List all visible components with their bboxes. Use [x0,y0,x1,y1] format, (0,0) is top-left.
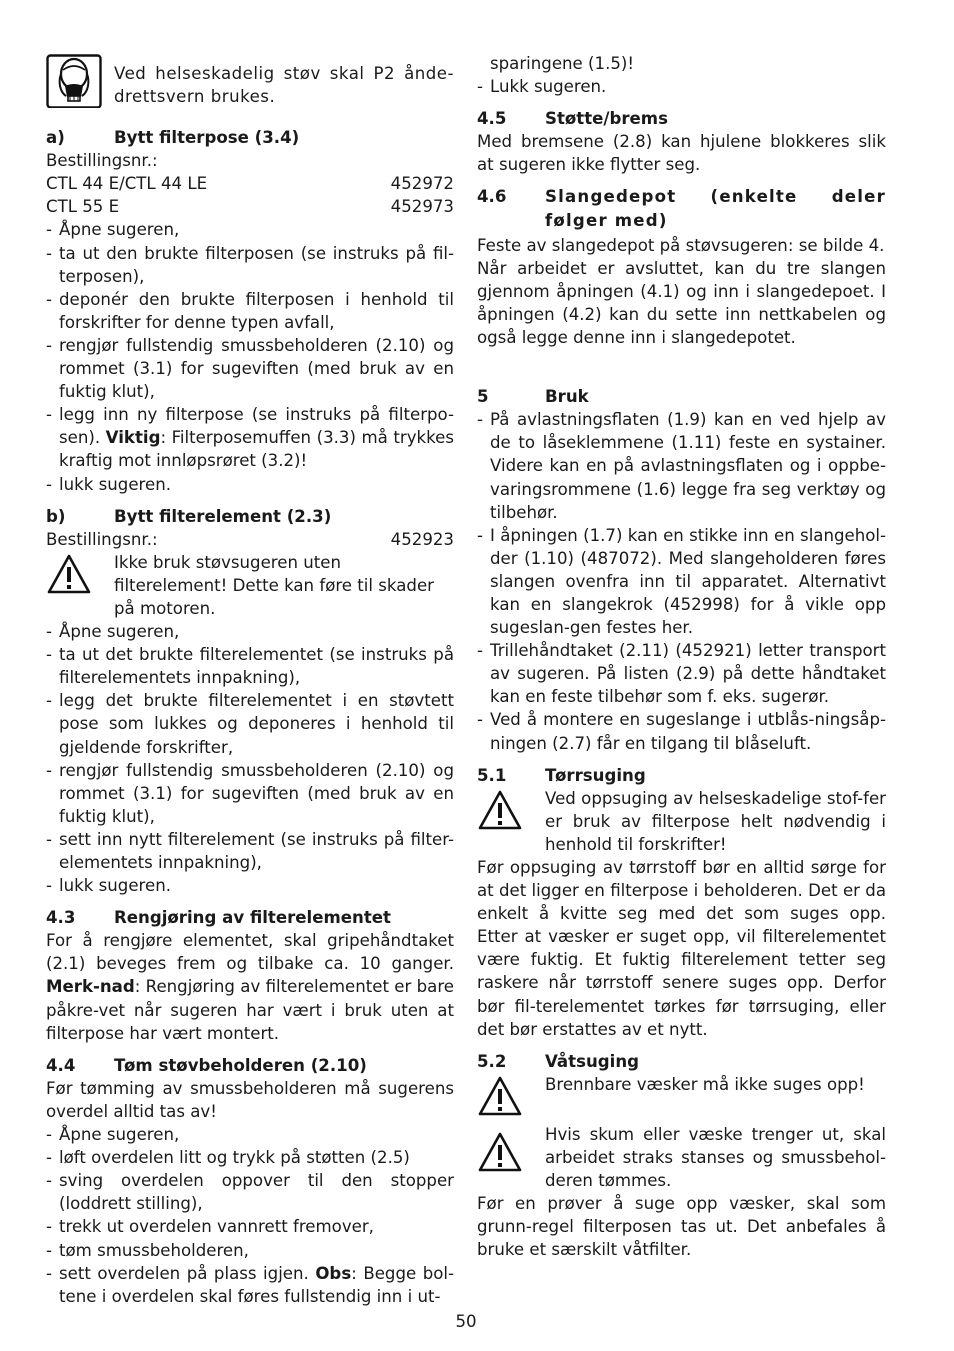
warning-triangle-icon [477,787,545,856]
order-row [46,195,454,218]
heading-number: 4.3 [46,908,76,928]
heading-4-6 [477,185,886,231]
list-item: - lukk sugeren. [46,474,171,494]
heading-number: 4.6 [477,187,507,207]
heading-title: Tørrsuging [545,765,646,785]
heading-4-4 [46,1054,454,1077]
warning-triangle-icon [477,1073,545,1123]
warning-notice [477,787,886,856]
list-item: - På avlastningsflaten (1.9) kan en ved hjelp av de to låseklemmene (1.11) feste en systainer. Videre kan en på avlastningsflaten og i oppbe-varingsrommene (1.6) legge fra seg verktøy og tilbehør. [477,410,886,522]
warning-text: Brennbare væsker må ikke suges opp! [545,1074,865,1094]
heading-title: Tøm støvbeholderen (2.10) [114,1055,367,1075]
list-item: - løft overdelen litt og trykk på støtten (2.5) [46,1148,410,1168]
order-row [46,528,454,551]
order-number: 452923 [390,529,454,549]
paragraph: For å rengjøre elementet, skal gripehåndtaket (2.1) beveges frem og tilbake ca. 10 ganger. Merk-nad: Rengjøring av filterelementet er bare påkre-vet når sugeren har vært i bruk uten at filterpose har vært montert. [46,931,454,1043]
warning-text: Ikke bruk støvsugeren uten filterelement! Dette kan føre til skader på motoren. [114,552,434,618]
list-item: - ta ut den brukte filterposen (se instruks på fil-terposen), [46,243,454,286]
heading-title: Våtsuging [545,1051,640,1071]
heading-a-number: a) [46,128,65,148]
list-item: - lukk sugeren. [46,876,171,896]
list-item: - rengjør fullstendig smussbeholderen (2.10) og rommet (3.1) for sugeviften (med bruk av en fuktig klut), [46,335,454,402]
list-item: - sett overdelen på plass igjen. Obs: Begge bol-tene i overdelen skal føres fullstendig inn i ut- [46,1263,454,1306]
warning-text: Hvis skum eller væske trenger ut, skal arbeidet straks stanses og smussbehol-deren tømmes. [545,1124,886,1191]
paragraph: Når arbeidet er avsluttet, kan du tre slangen gjennom åpningen (4.1) og inn i slangedepoet. I åpningen (4.2) kan du sette inn nettkabelen og også legge denne inn i slangedepotet. [477,258,886,348]
warning-triangle-icon [477,1123,545,1192]
heading-b [46,505,454,528]
heading-5-2 [477,1050,886,1073]
warning-text: Ved oppsuging av helseskadelige stof-fer er bruk av filterpose helt nødvendig i henhold til forskrifter! [545,788,886,854]
warning-notice [46,551,454,620]
order-label-b: Bestillingsnr.: [46,529,158,549]
list-item: - rengjør fullstendig smussbeholderen (2.10) og rommet (3.1) for sugeviften (med bruk av en fuktig klut), [46,760,454,826]
bold-note: Obs [315,1263,352,1283]
list-item: - legg det brukte filterelementet i en støvtett pose som lukkes og deponeres i henhold til gjeldende forskrifter, [46,691,454,757]
list-item: - tøm smussbeholderen, [46,1240,249,1260]
respirator-text: Ved helseskadelig støv skal P2 ånde-drettsvern brukes. [114,64,454,107]
list-item: - Åpne sugeren, [46,220,180,240]
warning-notice [477,1123,886,1192]
order-number: 452973 [390,197,454,217]
heading-title: Støtte/brems [545,109,668,129]
heading-title: Bruk [545,387,589,407]
paragraph: Før tømming av smussbeholderen må sugerens overdel alltid tas av! [46,1078,454,1121]
heading-5-1 [477,764,886,787]
list-item: - I åpningen (1.7) kan en stikke inn en slangehol-der (1.10) (487072). Med slangeholderen føres slangen ovenfra inn til apparatet. Alternativt kan en slangekrok (452998) for å vikle opp sugeslan-gen festes her. [477,525,886,638]
heading-number: 5.2 [477,1051,507,1071]
list-item: - ta ut det brukte filterelementet (se instruks på filterelementets innpakning), [46,645,454,688]
model-name: CTL 55 E [46,197,120,217]
right-column [477,52,886,1262]
heading-b-number: b) [46,506,66,526]
left-column [46,52,454,1308]
list-item: - sving overdelen oppover til den stopper (loddrett stilling), [46,1171,454,1214]
list-item: - Lukk sugeren. [477,77,607,97]
heading-title: Rengjøring av filterelementet [114,908,391,928]
respirator-mask-icon [46,52,114,114]
heading-4-3 [46,906,454,929]
paragraph: Før oppsuging av tørrstoff bør en alltid sørge for at det ligger en filterpose i beholderen. Det er da enkelt å kvitte seg med det som suges opp. Etter at væsker er suget opp, vil filterelementet være fuktig. Et fuktig filterelement tetter seg raskere når tørrstoff senere suges opp. Derfor bør fil-terelementet tørkes før tørrsuging, eller det bør erstattes av et nytt. [477,858,886,1039]
bold-note: Merk-nad [46,977,135,997]
list-item: - legg inn ny filterpose (se instruks på filterpo-sen). Viktig: Filterposemuffen (3.3) må trykkes kraftig mot innløpsrøret (3.2)! [46,405,454,471]
heading-5 [477,385,886,408]
heading-a-title: Bytt filterpose (3.4) [114,128,300,148]
respirator-notice [46,52,454,114]
list-item: - sett inn nytt filterelement (se instruks på filter-elementets innpakning), [46,829,454,872]
warning-triangle-icon [46,551,114,620]
heading-number: 5 [477,387,489,407]
warning-notice [477,1073,886,1123]
list-item: - trekk ut overdelen vannrett fremover, [46,1217,374,1237]
heading-number: 4.4 [46,1055,76,1075]
heading-b-title: Bytt filterelement (2.3) [114,506,332,526]
list-item: - Ved å montere en sugeslange i utblås-ningsåp-ningen (2.7) får en tilgang til blåseluft. [477,710,886,753]
heading-number: 4.5 [477,109,507,129]
heading-4-5 [477,107,886,130]
heading-a [46,126,454,149]
list-item: - Åpne sugeren, [46,1125,180,1145]
paragraph: Før en prøver å suge opp væsker, skal som grunn-regel filterposen tas ut. Det anbefales å bruke et særskilt våtfilter. [477,1194,886,1260]
heading-title: Slangedepot (enkelte deler følger med) [545,187,886,230]
order-number: 452972 [390,174,454,194]
page-number: 50 [455,1312,477,1331]
heading-number: 5.1 [477,765,507,785]
list-item-continuation: sparingene (1.5)! [490,54,635,73]
paragraph: Med bremsene (2.8) kan hjulene blokkeres slik at sugeren ikke flytter seg. [477,132,886,175]
order-label-a: Bestillingsnr.: [46,151,158,171]
list-item: - deponér den brukte filterposen i henhold til forskrifter for denne typen avfall, [46,289,454,332]
order-row [46,172,454,195]
model-name: CTL 44 E/CTL 44 LE [46,174,208,194]
list-item: - Åpne sugeren, [46,622,180,642]
list-item: - Trillehåndtaket (2.11) (452921) letter transport av sugeren. På listen (2.9) på dette håndtaket kan en feste tilbehør som f. eks. sugerør. [477,641,886,707]
bold-important: Viktig [105,428,161,448]
paragraph: Feste av slangedepot på støvsugeren: se bilde 4. [477,235,885,255]
